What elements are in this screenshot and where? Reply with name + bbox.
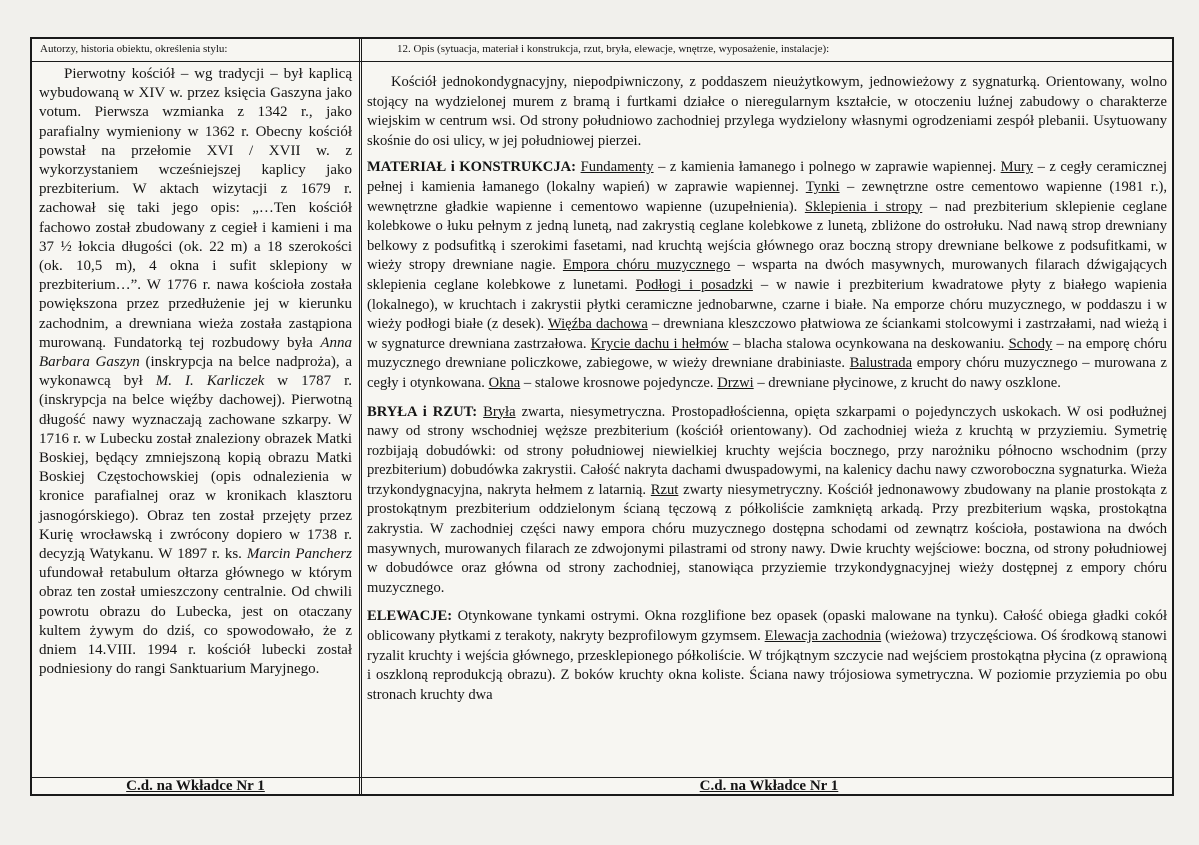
name-anna-barbara-gaszyn: Anna Barbara Gaszyn	[39, 334, 352, 371]
bryla-heading: BRYŁA i RZUT:	[367, 403, 478, 420]
bryla-section: BRYŁA i RZUT: Bryła zwarta, niesymetryczna. Prostopadłościenna, opięta szkarpami o pojedynczych uskokach. W osi podłużnej nawy od strony wschodniej węższe prezbiterium (kościół orientowany). Od zachodniej wieża z kruchtą w przyziemiu. Symetrię rozbijają dobudówki: od strony południowej niewielkiej kruchty wejścia bocznego, przy narożniku północno wschodnim (przy prezbiterium) dobudówka zakrystii. Całość nakryta dachami dwuspadowymi, na kalenicy dachu nawy czworoboczna sygnaturka. Wieża trzykondygnacyjna, nakryta hełmem z latarnią. Rzut zwarty niesymetryczny. Kościół jednonawowy zbudowany na planie prostokąta z prostokątnym prezbiterium oddzielonym ścianą tęczową z półkoliście zamkniętą arkadą. Przy prezbiterium wąska, prostokątna zakrystia. W zachodniej części nawy empora chóru muzycznego dostępna schodami od zewnątrz kościoła, postawiona na dwóch masywnych, murowanych filarach ze zdwojonymi pilastrami od strony nawy. Dwie kruchty wejściowe: boczna, od strony południowej w dobudówce oraz główna od strony zachodniej, stanowiąca przyziemie trzykondygnacyjnej wieży dostępnej z empory chóru muzycznego.	[367, 403, 1167, 596]
column-divider	[359, 39, 362, 794]
intro-paragraph: Kościół jednokondygnacyjny, niepodpiwniczony, z poddaszem nieużytkowym, jednowieżowy z sygnaturką. Orientowany, wolno stojący na wydzielonej murem z bramą i furtkami działce o nieregularnym kształcie, w otoczeniu luźnej zabudowy o charakterze wiejskim w centrum wsi. Od strony południowo zachodniej przylega wydzielony własnymi ogrodzeniami zespół plebanii. Usytuowany skośnie do osi ulicy, w jej południowej pierzei.	[367, 74, 1167, 149]
document-form	[30, 37, 1174, 796]
name-marcin-pancherz: Marcin Pancherz	[246, 546, 352, 563]
description-column	[367, 73, 1167, 793]
continued-note-right: C.d. na Wkładce Nr 1	[699, 778, 839, 794]
elewacje-heading: ELEWACJE:	[367, 608, 453, 625]
material-heading: MATERIAŁ i KONSTRUKCJA:	[367, 159, 577, 176]
history-column	[39, 65, 352, 793]
name-karliczek: M. I. Karliczek	[155, 373, 265, 390]
header-right-label: 12. Opis (sytuacja, materiał i konstrukcja, rzut, bryła, elewacje, wnętrze, wyposażenie, instalacje):	[397, 43, 830, 55]
material-section: MATERIAŁ i KONSTRUKCJA: Fundamenty – z kamienia łamanego i polnego w zaprawie wapiennej. Mury – z cegły ceramicznej pełnej i kamienia łamanego (lokalny wapień) w zaprawie wapiennej. Tynki – zewnętrzne ostre cementowo wapienne (1981 r.), wewnętrzne gładkie wapienne i cementowo wapienne (uzupełnienia). Sklepienia i stropy – nad prezbiterium sklepienie ceglane kolebkowe o łuku pełnym z jedną lunetą, nad zakrystią ceglane kolebkowe z lunetą, zbliżone do ostrołuku. Nad nawą strop drewniany belkowy z podsufitką i szerokimi fasetami, nad kruchtą wejścia głównego oraz boczną stropy drewniane belkowe z podsufitkami, w wieży stropy drewniane nagie. Empora chóru muzycznego – wsparta na dwóch masywnych, murowanych filarach dźwigających sklepienia ceglane kolebkowe z lunetami. Podłogi i posadzki – w nawie i prezbiterium kwadratowe płyty z białego wapienia (lokalnego), w kruchtach i zakrystii płytki ceramiczne jednobarwne, czarne i białe. Na emporze chóru muzycznego, w poddaszu i w wieży podłogi białe (z desek). Więźba dachowa – drewniana kleszczowo płatwiowa ze ściankami stolcowymi i zastrzałami, nad wieżą i w sygnaturce drewniana zastrzałowa. Krycie dachu i hełmów – blacha stalowa ocynkowana na deskowaniu. Schody – na emporę chóru muzycznego drewniane policzkowe, zabiegowe, w wieży drewniane drabiniaste. Balustrada empory chóru muzycznego – murowana z cegły i otynkowana. Okna – stalowe krosnowe pojedyncze. Drzwi – drewniane płycinowe, z krucht do nawy oszklone.	[367, 159, 1168, 391]
continued-note-left: C.d. na Wkładce Nr 1	[126, 778, 265, 794]
header-left-label: Autorzy, historia obiektu, określenia stylu:	[40, 43, 228, 55]
form-header-row	[32, 39, 1172, 62]
elewacje-section: ELEWACJE: Otynkowane tynkami ostrymi. Okna rozglifione bez opasek (opaski malowane na tynku). Całość obiega gładki cokół oblicowany płytkami z terakoty, nakryty bezprofilowym gzymsem. Elewacja zachodnia (wieżowa) trzyczęściowa. Oś środkową stanowi ryzalit kruchty i wejścia głównego, przesklepionego półkoliście. W trójkątnym szczycie nad wejściem prostokątna płycina (z oprawioną i oszkloną reprodukcją obrazu). Z boków kruchty okna koliste. Ściana nawy trójosiowa symetryczna. W poziomie przyziemia po obu stronach kruchty dwa	[367, 608, 1167, 703]
history-text: Pierwotny kościół – wg tradycji – był kaplicą wybudowaną w XIV w. przez księcia Gaszyna jako votum. Pierwsza wzmianka z 1342 r., jako parafialny wymieniony w 1362 r. Obecny kościół powstał na przełomie XVI / XVII w. z wykorzystaniem wcześniejszej kaplicy jako prezbiterium. W aktach wizytacji z 1679 r. zachował się taki jego opis: „…Ten kościół fachowo został zbudowany z cegieł i kamieni i ma 37 ½ łokcia długości (ok. 22 m) a 18 szerokości (ok. 10,5 m), 4 okna i sufit sklepiony w prezbiterium…”. W 1776 r. nawa kościoła została powiększona przez przedłużenie jej w kierunku zachodnim, a drewniana wieża została zastąpiona murowaną. Fundatorką tej rozbudowy była Anna Barbara Gaszyn (inskrypcja na belce nadproża), a wykonawcą był M. I. Karliczek w 1787 r. (inskrypcja na belce więźby dachowej). Pierwotną długość nawy wyznaczają zachowane szkarpy. W 1716 r. w Lubecku został znaleziony obrazek Matki Boskiej, będący zmniejszoną kopią obrazu Matki Boskiej Częstochowskiej (opis odnalezienia w kronice parafialnej oraz w kronikach klasztoru jasnogórskiego). Obraz ten został przejęty przez Kurię wrocławską i zwrócony dopiero w 1738 r. decyzją Watykanu. W 1897 r. ks. Marcin Pancherz ufundował retabulum ołtarza głównego w którym obraz ten został umieszczony centralnie. Od chwili powrotu obrazu do Lubecka, jest on otaczany kultem żywym do dziś, co spowodowało, że z dniem 14.VIII. 1994 r. kościół lubecki został podniesiony do rangi Sanktuarium Maryjnego.	[39, 66, 352, 678]
